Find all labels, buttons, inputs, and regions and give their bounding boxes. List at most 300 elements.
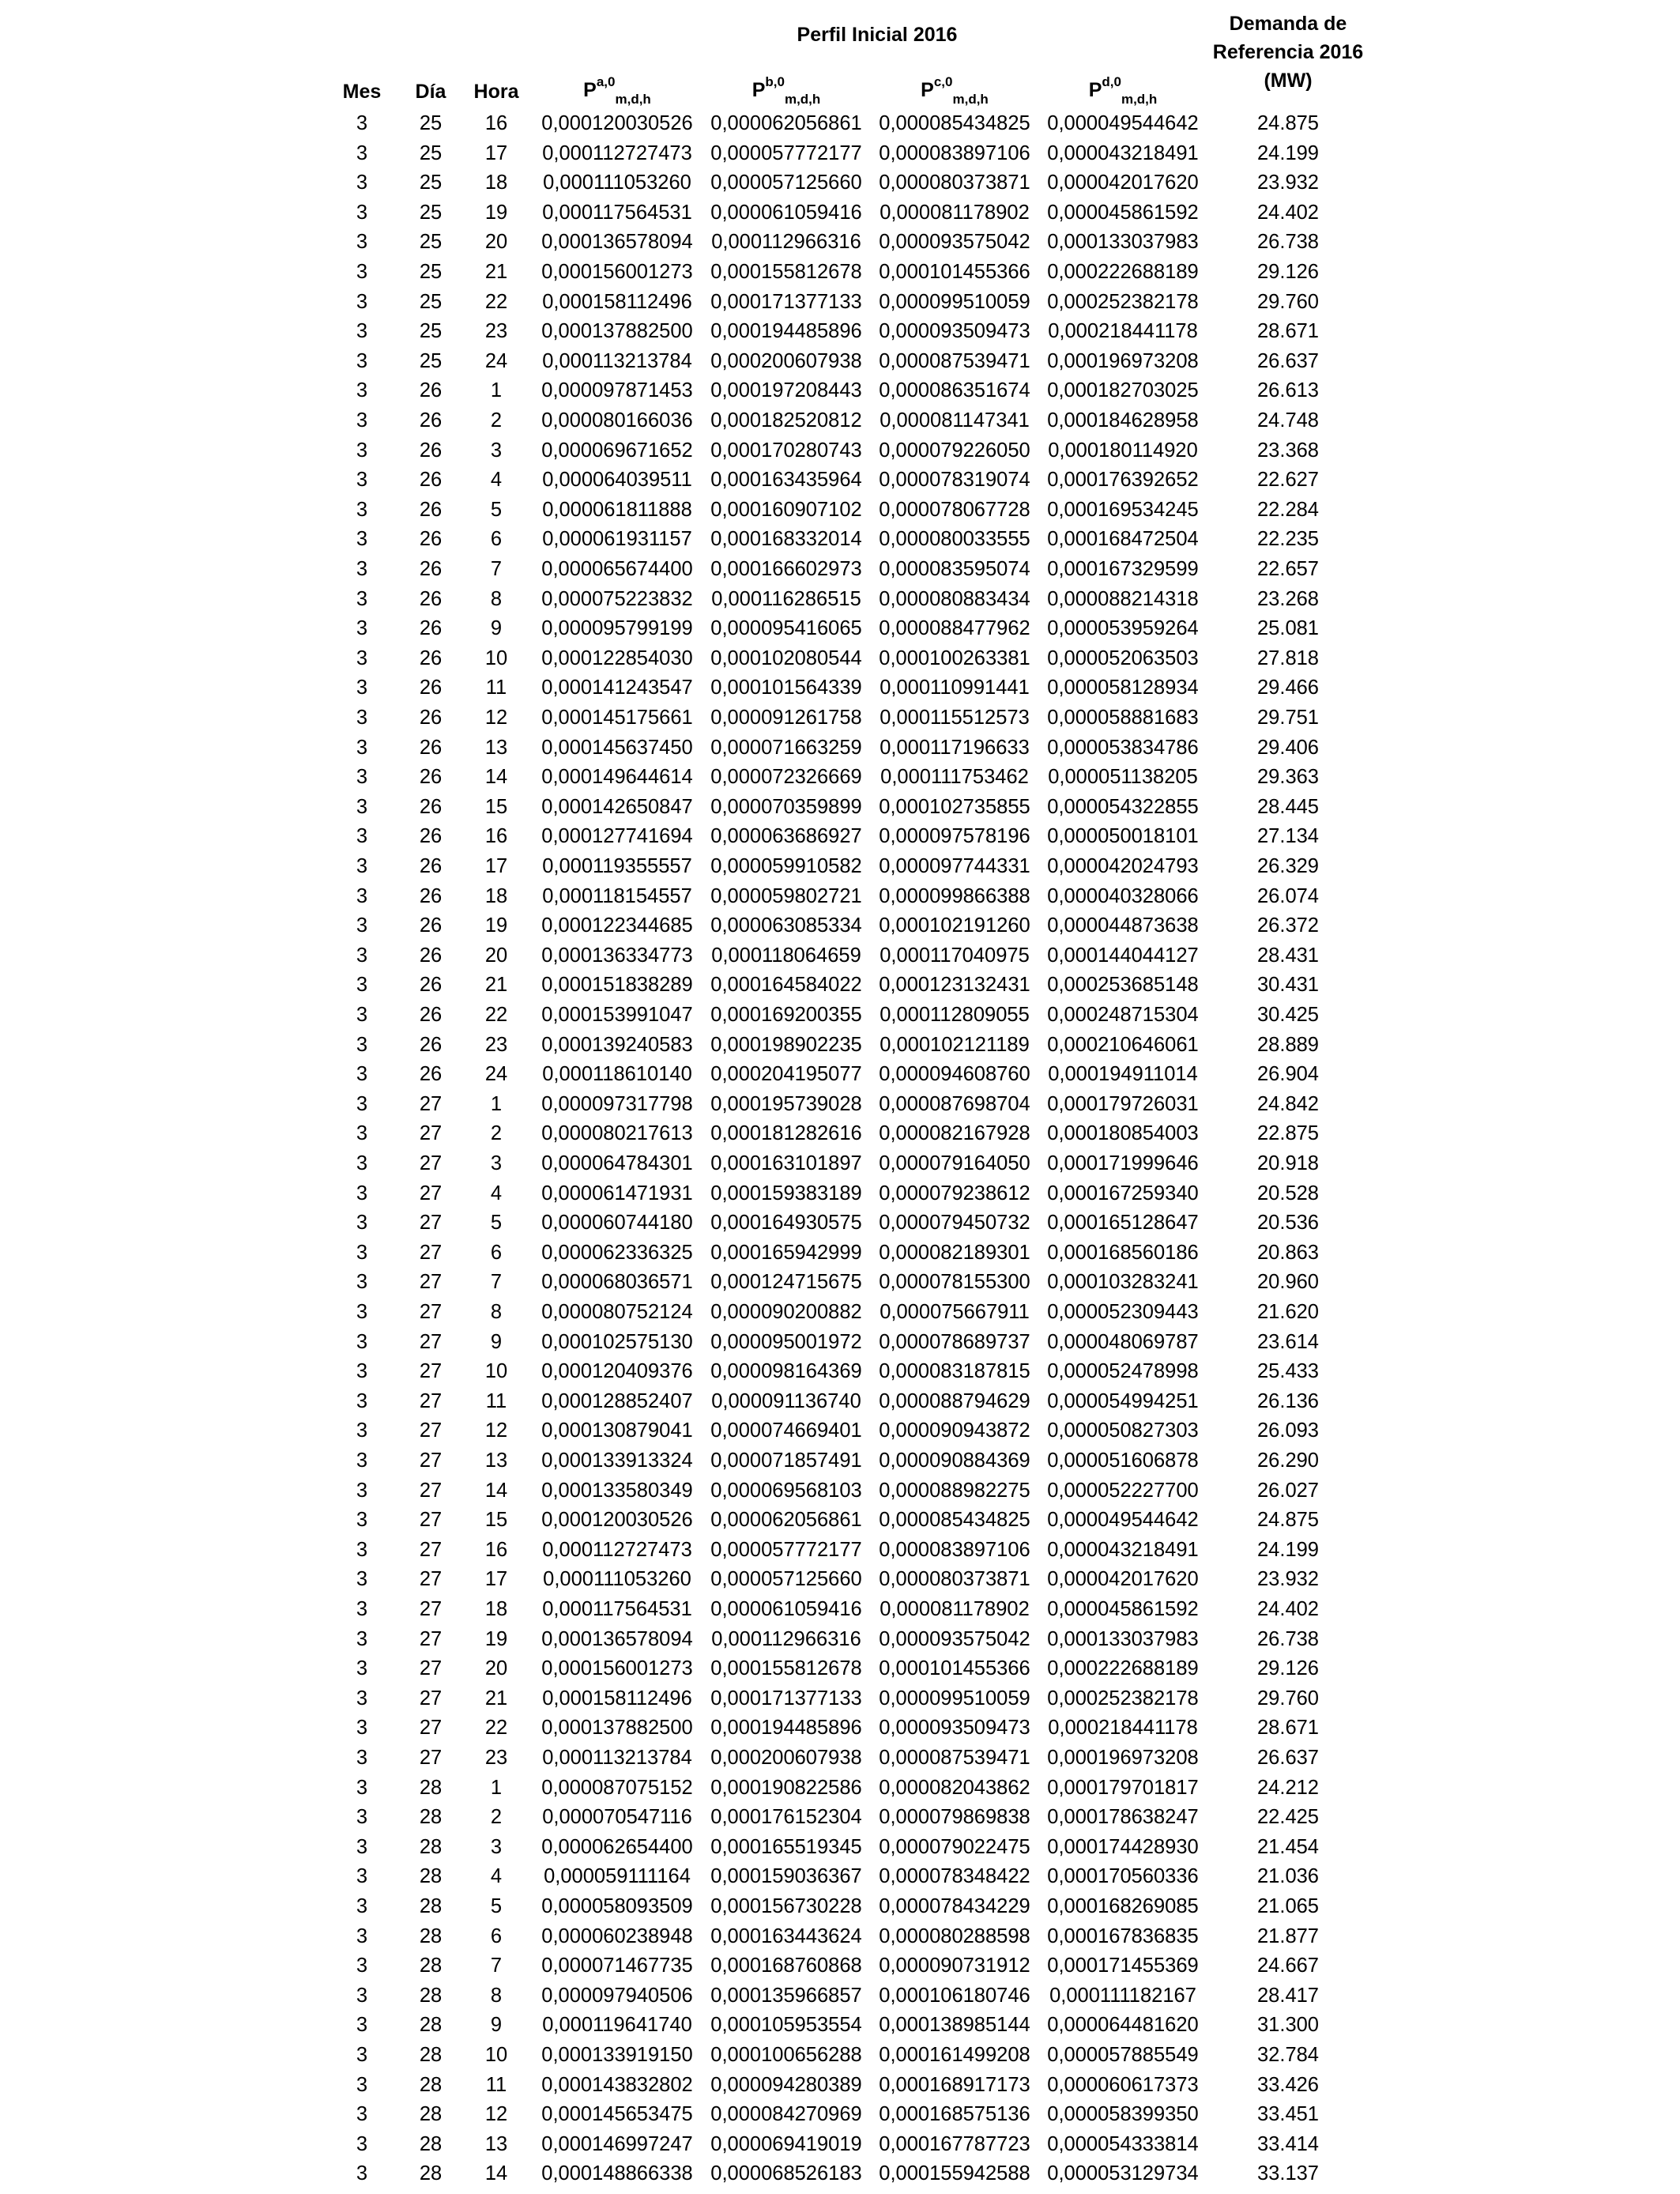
table-row xyxy=(0,555,1680,584)
mes-cell: 3 xyxy=(356,1687,368,1710)
pd-cell: 0,000167259340 xyxy=(1047,1182,1199,1204)
pb-cell: 0,000062056861 xyxy=(710,112,862,134)
pb-cell: 0,000057125660 xyxy=(710,1568,862,1591)
pc-cell: 0,000106180746 xyxy=(879,1984,1030,2007)
mes-cell: 3 xyxy=(356,707,368,729)
demand-cell: 26.329 xyxy=(1257,855,1319,877)
hora-cell: 20 xyxy=(484,231,508,254)
pc-cell: 0,000083187815 xyxy=(879,1360,1030,1383)
mes-cell: 3 xyxy=(356,1152,368,1174)
pb-cell: 0,000057772177 xyxy=(710,1538,862,1561)
pb-cell: 0,000164584022 xyxy=(710,974,862,997)
pc-cell: 0,000080373871 xyxy=(879,1568,1030,1591)
table-row xyxy=(0,1981,1680,2011)
pa-cell: 0,000130879041 xyxy=(541,1419,693,1442)
hora-cell: 12 xyxy=(484,1419,508,1442)
pc-cell: 0,000078434229 xyxy=(879,1895,1030,1917)
mes-cell: 3 xyxy=(356,1806,368,1829)
dia-cell: 26 xyxy=(419,558,443,580)
dia-cell: 26 xyxy=(419,855,443,877)
table-row xyxy=(0,406,1680,435)
pb-cell: 0,000069568103 xyxy=(710,1479,862,1502)
pb-cell: 0,000171377133 xyxy=(710,1687,862,1710)
hora-cell: 15 xyxy=(484,1509,508,1532)
pa-cell: 0,000145637450 xyxy=(541,736,693,759)
pd-cell: 0,000054333814 xyxy=(1047,2132,1199,2155)
dia-cell: 28 xyxy=(419,1984,443,2007)
dia-cell: 28 xyxy=(419,1806,443,1829)
pd-cell: 0,000176392652 xyxy=(1047,469,1199,492)
pa-cell: 0,000133913324 xyxy=(541,1449,693,1472)
column-header-pb-sup: b,0 xyxy=(765,74,785,89)
column-header-pc xyxy=(872,76,1038,107)
mes-cell: 3 xyxy=(356,1955,368,1977)
pb-cell: 0,000195739028 xyxy=(710,1092,862,1115)
pc-cell: 0,000087539471 xyxy=(879,349,1030,372)
pc-cell: 0,000110991441 xyxy=(880,677,1030,699)
pd-cell: 0,000194911014 xyxy=(1048,1063,1198,1086)
column-header-pb xyxy=(703,76,869,107)
pa-cell: 0,000120409376 xyxy=(541,1360,693,1383)
mes-cell: 3 xyxy=(356,1509,368,1532)
pa-cell: 0,000158112496 xyxy=(542,290,692,313)
pa-cell: 0,000064039511 xyxy=(542,469,692,492)
demand-cell: 24.199 xyxy=(1257,141,1319,164)
dia-cell: 27 xyxy=(419,1152,443,1174)
pb-cell: 0,000165519345 xyxy=(710,1835,862,1858)
mes-cell: 3 xyxy=(356,1063,368,1086)
pb-cell: 0,000091136740 xyxy=(711,1389,861,1412)
pc-cell: 0,000101455366 xyxy=(879,261,1030,283)
dia-cell: 26 xyxy=(419,974,443,997)
mes-cell: 3 xyxy=(356,1122,368,1145)
pc-cell: 0,000138985144 xyxy=(879,2014,1030,2037)
hora-cell: 10 xyxy=(484,1360,508,1383)
demand-cell: 22.657 xyxy=(1257,558,1319,580)
dia-cell: 28 xyxy=(419,1955,443,1977)
demand-cell: 26.093 xyxy=(1257,1419,1319,1442)
pd-cell: 0,000103283241 xyxy=(1047,1271,1199,1294)
hora-cell: 12 xyxy=(484,2103,508,2126)
dia-cell: 27 xyxy=(419,1182,443,1204)
mes-cell: 3 xyxy=(356,1717,368,1740)
hora-cell: 24 xyxy=(484,1063,508,1086)
pd-cell: 0,000170560336 xyxy=(1047,1865,1199,1888)
pc-cell: 0,000083897106 xyxy=(879,141,1030,164)
pa-cell: 0,000061931157 xyxy=(542,528,692,551)
pa-cell: 0,000156001273 xyxy=(541,261,693,283)
pa-cell: 0,000059111164 xyxy=(544,1865,691,1888)
hora-cell: 2 xyxy=(490,409,503,432)
mes-cell: 3 xyxy=(356,231,368,254)
pc-cell: 0,000078155300 xyxy=(879,1271,1030,1294)
table-row xyxy=(0,1625,1680,1654)
pc-cell: 0,000102735855 xyxy=(879,795,1030,818)
dia-cell: 28 xyxy=(419,1924,443,1947)
pd-cell: 0,000133037983 xyxy=(1047,1627,1199,1650)
table-row xyxy=(0,525,1680,554)
table-row xyxy=(0,1774,1680,1803)
table-row xyxy=(0,1119,1680,1148)
dia-cell: 27 xyxy=(419,1122,443,1145)
pb-cell: 0,000163443624 xyxy=(710,1924,862,1947)
table-row xyxy=(0,198,1680,228)
pa-cell: 0,000095799199 xyxy=(541,617,693,640)
table-row xyxy=(0,941,1680,971)
mes-cell: 3 xyxy=(356,677,368,699)
pa-cell: 0,000139240583 xyxy=(541,1033,693,1056)
pc-cell: 0,000099866388 xyxy=(879,884,1030,907)
pd-cell: 0,000167836835 xyxy=(1047,1924,1199,1947)
pb-cell: 0,000090200882 xyxy=(710,1301,862,1323)
pd-cell: 0,000052478998 xyxy=(1047,1360,1199,1383)
demand-cell: 29.126 xyxy=(1257,261,1319,283)
pc-cell: 0,000101455366 xyxy=(879,1657,1030,1680)
demand-header-line1: Demanda de xyxy=(1229,13,1347,35)
pc-cell: 0,000093509473 xyxy=(879,1717,1030,1740)
pb-cell: 0,000062056861 xyxy=(710,1509,862,1532)
demand-cell: 26.372 xyxy=(1257,914,1319,937)
table-row xyxy=(0,258,1680,287)
hora-cell: 17 xyxy=(484,855,508,877)
hora-cell: 1 xyxy=(490,379,503,402)
pa-cell: 0,000136578094 xyxy=(541,1627,693,1650)
pa-cell: 0,000151838289 xyxy=(541,974,693,997)
pa-cell: 0,000145653475 xyxy=(541,2103,693,2126)
pb-cell: 0,000057125660 xyxy=(710,172,862,194)
pa-cell: 0,000065674400 xyxy=(541,558,693,580)
pa-cell: 0,000145175661 xyxy=(541,707,693,729)
mes-cell: 3 xyxy=(356,1301,368,1323)
pb-cell: 0,000118064659 xyxy=(711,944,861,967)
dia-cell: 26 xyxy=(419,409,443,432)
pa-cell: 0,000142650847 xyxy=(541,795,693,818)
mes-cell: 3 xyxy=(356,1747,368,1769)
pc-cell: 0,000083897106 xyxy=(879,1538,1030,1561)
pc-cell: 0,000075667911 xyxy=(880,1301,1030,1323)
table-row xyxy=(0,2100,1680,2129)
demand-cell: 26.738 xyxy=(1257,231,1319,254)
table-row xyxy=(0,2130,1680,2159)
pd-cell: 0,000182703025 xyxy=(1047,379,1199,402)
pb-cell: 0,000159383189 xyxy=(710,1182,862,1204)
hora-cell: 5 xyxy=(490,1212,503,1235)
demand-cell: 23.368 xyxy=(1257,439,1319,462)
pd-cell: 0,000049544642 xyxy=(1047,1509,1199,1532)
demand-cell: 28.431 xyxy=(1257,944,1319,967)
dia-cell: 26 xyxy=(419,795,443,818)
pd-cell: 0,000174428930 xyxy=(1047,1835,1199,1858)
table-row xyxy=(0,852,1680,881)
pd-cell: 0,000053959264 xyxy=(1047,617,1199,640)
table-row xyxy=(0,2041,1680,2070)
pd-cell: 0,000165128647 xyxy=(1047,1212,1199,1235)
pa-cell: 0,000061471931 xyxy=(541,1182,693,1204)
pc-cell: 0,000080373871 xyxy=(879,172,1030,194)
pc-cell: 0,000115512573 xyxy=(880,707,1030,729)
demand-cell: 26.738 xyxy=(1257,1627,1319,1650)
pd-cell: 0,000218441178 xyxy=(1048,320,1198,343)
demand-cell: 28.417 xyxy=(1257,1984,1319,2007)
hora-cell: 11 xyxy=(485,1389,507,1412)
pb-cell: 0,000198902235 xyxy=(710,1033,862,1056)
dia-cell: 28 xyxy=(419,1895,443,1917)
hora-cell: 13 xyxy=(484,736,508,759)
pa-cell: 0,000111053260 xyxy=(543,172,691,194)
hora-cell: 17 xyxy=(484,141,508,164)
pb-cell: 0,000166602973 xyxy=(710,558,862,580)
dia-cell: 25 xyxy=(419,320,443,343)
mes-cell: 3 xyxy=(356,2132,368,2155)
mes-cell: 3 xyxy=(356,469,368,492)
mes-cell: 3 xyxy=(356,1776,368,1799)
pd-cell: 0,000252382178 xyxy=(1047,290,1199,313)
pa-cell: 0,000087075152 xyxy=(541,1776,693,1799)
dia-cell: 26 xyxy=(419,439,443,462)
demand-cell: 28.671 xyxy=(1257,1717,1319,1740)
mes-cell: 3 xyxy=(356,944,368,967)
pa-cell: 0,000097871453 xyxy=(541,379,693,402)
pd-cell: 0,000178638247 xyxy=(1047,1806,1199,1829)
pb-cell: 0,000200607938 xyxy=(710,349,862,372)
demand-cell: 20.960 xyxy=(1257,1271,1319,1294)
mes-cell: 3 xyxy=(356,349,368,372)
mes-cell: 3 xyxy=(356,974,368,997)
mes-cell: 3 xyxy=(356,617,368,640)
hora-cell: 5 xyxy=(490,498,503,521)
pb-cell: 0,000155812678 xyxy=(710,1657,862,1680)
pa-cell: 0,000070547116 xyxy=(542,1806,692,1829)
hora-cell: 16 xyxy=(484,1538,508,1561)
pb-cell: 0,000168332014 xyxy=(710,528,862,551)
mes-cell: 3 xyxy=(356,1271,368,1294)
demand-cell: 24.842 xyxy=(1257,1092,1319,1115)
pb-cell: 0,000182520812 xyxy=(710,409,862,432)
dia-cell: 26 xyxy=(419,1004,443,1026)
pb-cell: 0,000165942999 xyxy=(710,1241,862,1264)
mes-cell: 3 xyxy=(356,439,368,462)
hora-cell: 23 xyxy=(484,320,508,343)
pd-cell: 0,000052063503 xyxy=(1047,647,1199,669)
pd-cell: 0,000168472504 xyxy=(1047,528,1199,551)
pc-cell: 0,000123132431 xyxy=(879,974,1030,997)
mes-cell: 3 xyxy=(356,1568,368,1591)
dia-cell: 27 xyxy=(419,1449,443,1472)
dia-cell: 28 xyxy=(419,2162,443,2185)
pc-cell: 0,000079238612 xyxy=(879,1182,1030,1204)
pb-cell: 0,000194485896 xyxy=(710,320,862,343)
table-row xyxy=(0,822,1680,851)
table-row xyxy=(0,911,1680,941)
pc-cell: 0,000085434825 xyxy=(879,112,1030,134)
hora-cell: 7 xyxy=(490,1955,503,1977)
mes-cell: 3 xyxy=(356,855,368,877)
table-row xyxy=(0,1298,1680,1327)
table-row xyxy=(0,703,1680,733)
hora-cell: 7 xyxy=(490,1271,503,1294)
pa-cell: 0,000113213784 xyxy=(542,349,692,372)
demand-cell: 27.818 xyxy=(1257,647,1319,669)
dia-cell: 25 xyxy=(419,141,443,164)
hora-cell: 1 xyxy=(490,1776,503,1799)
demand-cell: 22.627 xyxy=(1257,469,1319,492)
hora-cell: 6 xyxy=(490,528,503,551)
table-row xyxy=(0,971,1680,1000)
mes-cell: 3 xyxy=(356,587,368,610)
group-title: Perfil Inicial 2016 xyxy=(797,24,958,46)
demand-cell: 32.784 xyxy=(1257,2044,1319,2066)
dia-cell: 27 xyxy=(419,1538,443,1561)
hora-cell: 23 xyxy=(484,1033,508,1056)
column-header-pd-base: P xyxy=(1088,79,1102,101)
pb-cell: 0,000084270969 xyxy=(710,2103,862,2126)
dia-cell: 26 xyxy=(419,884,443,907)
pd-cell: 0,000044873638 xyxy=(1047,914,1199,937)
demand-cell: 28.671 xyxy=(1257,320,1319,343)
pb-cell: 0,000197208443 xyxy=(710,379,862,402)
demand-cell: 21.036 xyxy=(1257,1865,1319,1888)
column-header-pc-sub: m,d,h xyxy=(952,92,989,107)
hora-cell: 2 xyxy=(490,1122,503,1145)
pa-cell: 0,000080752124 xyxy=(541,1301,693,1323)
pc-cell: 0,000082189301 xyxy=(879,1241,1030,1264)
pc-cell: 0,000167787723 xyxy=(879,2132,1030,2155)
table-row xyxy=(0,1357,1680,1386)
pc-cell: 0,000100263381 xyxy=(879,647,1030,669)
dia-cell: 27 xyxy=(419,1687,443,1710)
mes-cell: 3 xyxy=(356,1598,368,1620)
dia-cell: 28 xyxy=(419,2073,443,2096)
pc-cell: 0,000161499208 xyxy=(879,2044,1030,2066)
pa-cell: 0,000158112496 xyxy=(542,1687,692,1710)
column-header-pb-sub: m,d,h xyxy=(784,92,821,107)
dia-cell: 26 xyxy=(419,528,443,551)
mes-cell: 3 xyxy=(356,320,368,343)
hora-cell: 16 xyxy=(484,825,508,848)
pa-cell: 0,000120030526 xyxy=(541,112,693,134)
pa-cell: 0,000068036571 xyxy=(541,1271,693,1294)
mes-cell: 3 xyxy=(356,825,368,848)
pc-cell: 0,000081178902 xyxy=(880,201,1030,224)
hora-cell: 9 xyxy=(490,2014,503,2037)
pc-cell: 0,000102121189 xyxy=(880,1033,1030,1056)
pd-cell: 0,000248715304 xyxy=(1047,1004,1199,1026)
dia-cell: 27 xyxy=(419,1479,443,1502)
dia-cell: 26 xyxy=(419,1033,443,1056)
pc-cell: 0,000083595074 xyxy=(879,558,1030,580)
demand-cell: 20.863 xyxy=(1257,1241,1319,1264)
mes-cell: 3 xyxy=(356,647,368,669)
pb-cell: 0,000135966857 xyxy=(710,1984,862,2007)
table-row xyxy=(0,1416,1680,1446)
dia-cell: 27 xyxy=(419,1627,443,1650)
pa-cell: 0,000127741694 xyxy=(541,825,693,848)
table-row xyxy=(0,317,1680,346)
table-row xyxy=(0,1090,1680,1119)
pb-cell: 0,000112966316 xyxy=(711,231,861,254)
table-row xyxy=(0,1833,1680,1862)
hora-cell: 20 xyxy=(484,944,508,967)
table-row xyxy=(0,1744,1680,1773)
hora-cell: 13 xyxy=(484,2132,508,2155)
pd-cell: 0,000168560186 xyxy=(1047,1241,1199,1264)
table-row xyxy=(0,1803,1680,1832)
dia-cell: 25 xyxy=(419,112,443,134)
demand-cell: 20.528 xyxy=(1257,1182,1319,1204)
pa-cell: 0,000112727473 xyxy=(542,141,692,164)
demand-cell: 31.300 xyxy=(1257,2014,1319,2037)
demand-cell: 26.637 xyxy=(1257,1747,1319,1769)
column-header-pc-base: P xyxy=(921,79,934,101)
dia-cell: 28 xyxy=(419,1776,443,1799)
pb-cell: 0,000155812678 xyxy=(710,261,862,283)
hora-cell: 18 xyxy=(484,1598,508,1620)
mes-cell: 3 xyxy=(356,1182,368,1204)
pa-cell: 0,000075223832 xyxy=(541,587,693,610)
pb-cell: 0,000169200355 xyxy=(710,1004,862,1026)
pd-cell: 0,000054994251 xyxy=(1047,1389,1199,1412)
mes-cell: 3 xyxy=(356,1004,368,1026)
hora-cell: 8 xyxy=(490,1301,503,1323)
dia-cell: 25 xyxy=(419,231,443,254)
dia-cell: 27 xyxy=(419,1212,443,1235)
pd-cell: 0,000053834786 xyxy=(1047,736,1199,759)
demand-cell: 29.751 xyxy=(1257,707,1319,729)
table-row xyxy=(0,496,1680,525)
hora-cell: 8 xyxy=(490,1984,503,2007)
pc-cell: 0,000093509473 xyxy=(879,320,1030,343)
pd-cell: 0,000196973208 xyxy=(1047,1747,1199,1769)
pb-cell: 0,000200607938 xyxy=(710,1747,862,1769)
pa-cell: 0,000064784301 xyxy=(541,1152,693,1174)
table-row xyxy=(0,1476,1680,1506)
pd-cell: 0,000043218491 xyxy=(1047,141,1199,164)
pb-cell: 0,000057772177 xyxy=(710,141,862,164)
demand-cell: 33.451 xyxy=(1257,2103,1319,2126)
table-row xyxy=(0,1684,1680,1713)
pa-cell: 0,000102575130 xyxy=(541,1330,693,1353)
pc-cell: 0,000087539471 xyxy=(879,1747,1030,1769)
table-row xyxy=(0,1654,1680,1683)
table-row xyxy=(0,2159,1680,2188)
dia-cell: 27 xyxy=(419,1241,443,1264)
demand-cell: 21.877 xyxy=(1257,1924,1319,1947)
pd-cell: 0,000053129734 xyxy=(1047,2162,1199,2185)
demand-cell: 29.126 xyxy=(1257,1657,1319,1680)
pd-cell: 0,000252382178 xyxy=(1047,1687,1199,1710)
hora-cell: 16 xyxy=(484,112,508,134)
pd-cell: 0,000042017620 xyxy=(1047,1568,1199,1591)
pa-cell: 0,000117564531 xyxy=(542,1598,692,1620)
table-row xyxy=(0,436,1680,466)
table-row xyxy=(0,168,1680,198)
column-header-pa xyxy=(534,76,700,107)
dia-cell: 28 xyxy=(419,2044,443,2066)
pa-cell: 0,000118154557 xyxy=(542,884,692,907)
pb-cell: 0,000159036367 xyxy=(710,1865,862,1888)
pd-cell: 0,000088214318 xyxy=(1047,587,1199,610)
demand-cell: 26.290 xyxy=(1257,1449,1319,1472)
pa-cell: 0,000141243547 xyxy=(541,677,693,699)
pd-cell: 0,000167329599 xyxy=(1047,558,1199,580)
table-row xyxy=(0,1031,1680,1060)
pc-cell: 0,000081147341 xyxy=(880,409,1030,432)
mes-cell: 3 xyxy=(356,766,368,789)
pb-cell: 0,000094280389 xyxy=(710,2073,862,2096)
table-row xyxy=(0,1506,1680,1535)
pa-cell: 0,000149644614 xyxy=(541,766,693,789)
mes-cell: 3 xyxy=(356,736,368,759)
